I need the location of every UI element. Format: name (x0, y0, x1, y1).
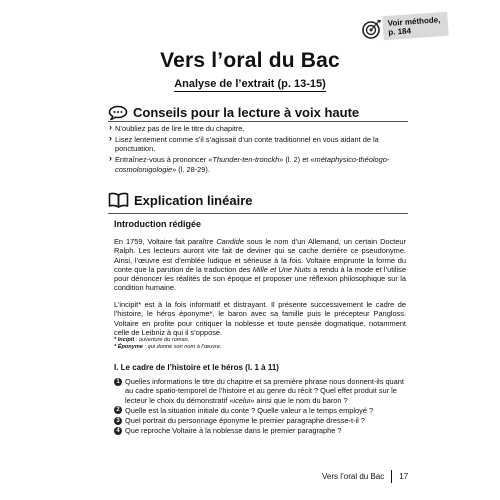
list-item: 1 Quelles informations le titre du chapitre et sa première phrase nous donnent-ils quant au cadre spatio-temporel de l’histoire et au genre du récit ? Quel effet produit sur le lecteur le choix du démonstratif «icelui» ainsi que le nom du baron ? (114, 377, 406, 405)
question-text: Quelle est la situation initiale du conte ? Quelle valeur a le temps employé ? (125, 405, 374, 415)
question-number: 4 (114, 427, 122, 435)
open-book-icon (108, 192, 129, 208)
reading-heading-text: Conseils pour la lecture à voix haute (133, 105, 360, 120)
linear-divider (108, 213, 408, 214)
question-text: Que reproche Voltaire à la noblesse dans le premier paragraphe ? (125, 426, 342, 436)
reading-divider (108, 121, 408, 122)
list-item (114, 416, 406, 425)
question-number: 2 (114, 406, 122, 414)
list-item: › Lisez lentement comme s’il s’agissait d’un conte traditionnel en vous aidant de la ponctuation. (109, 135, 409, 154)
intro-heading: Introduction rédigée (114, 219, 202, 229)
question-number: 1 (114, 378, 122, 386)
reading-section-heading (108, 105, 408, 120)
page-subtitle (0, 78, 500, 90)
footer-label: Vers l’oral du Bac (322, 472, 385, 481)
footnotes (114, 337, 222, 351)
subsection-title: I. Le cadre de l’histoire et le héros (l. 1 à 11) (114, 363, 279, 372)
list-item: › Entraînez-vous à prononcer «Thunder-ten-tronckh» (l. 2) et «métaphysico-théologo-cosmolonigologie» (l. 28-29). (109, 155, 409, 174)
page-number: 17 (399, 472, 409, 481)
target-icon (360, 18, 382, 40)
intro-paragraph-2: L’incipit* est à la fois informatif et distrayant. Il présente successivement le cadre de l’histoire, le héros éponyme*, le baron avec sa famille puis le précepteur Pangloss. Voltaire en profite pour critiquer la noblesse et toute pensée dogmatique, notamment celle de Leibniz à qui il s’oppose. (114, 300, 406, 337)
list-item: › N’oubliez pas de lire le titre du chapitre. (109, 124, 409, 133)
speech-bubble-icon (108, 105, 128, 120)
list-item (114, 426, 406, 435)
linear-section-heading (108, 192, 408, 208)
method-label (382, 12, 448, 40)
list-item (114, 406, 406, 415)
question-text: Quel portrait du personnage éponyme le premier paragraphe dresse-t-il ? (125, 416, 365, 426)
footnote-incipit: * Incipit : ouverture du roman. (114, 337, 190, 343)
question-number: 3 (114, 417, 122, 425)
page-subtitle-text: Analyse de l’extrait (p. 13-15) (174, 78, 326, 90)
method-reference[interactable] (360, 14, 448, 40)
page-footer (322, 470, 408, 483)
reading-tips-list (109, 124, 409, 176)
footnote-eponyme: * Éponyme : qui donne son nom à l’œuvre. (114, 344, 222, 350)
questions-list (114, 377, 406, 437)
method-label-line2: p. 184 (388, 26, 412, 37)
linear-heading-text: Explication linéaire (134, 192, 253, 208)
page-title: Vers l’oral du Bac (160, 49, 340, 72)
method-label-line1: Voir méthode, (387, 15, 441, 28)
footer-separator (391, 470, 392, 483)
intro-paragraph-1: En 1759, Voltaire fait paraître Candide sous le nom d’un Allemand, un certain Docteur Ralph. Les lecteurs auront vite fait de deviner qui se cache derrière ce pseudonyme. Ainsi, l’œuvre est d’emblée ludique et sérieuse à la fois. Voltaire emprunte la forme du conte que la parution de la traduction des Mille et Une Nuits a rendu à la mode et l’utilise pour dénoncer les réalités de son époque et proposer une réflexion philosophique sur la condition humaine. (114, 237, 406, 293)
